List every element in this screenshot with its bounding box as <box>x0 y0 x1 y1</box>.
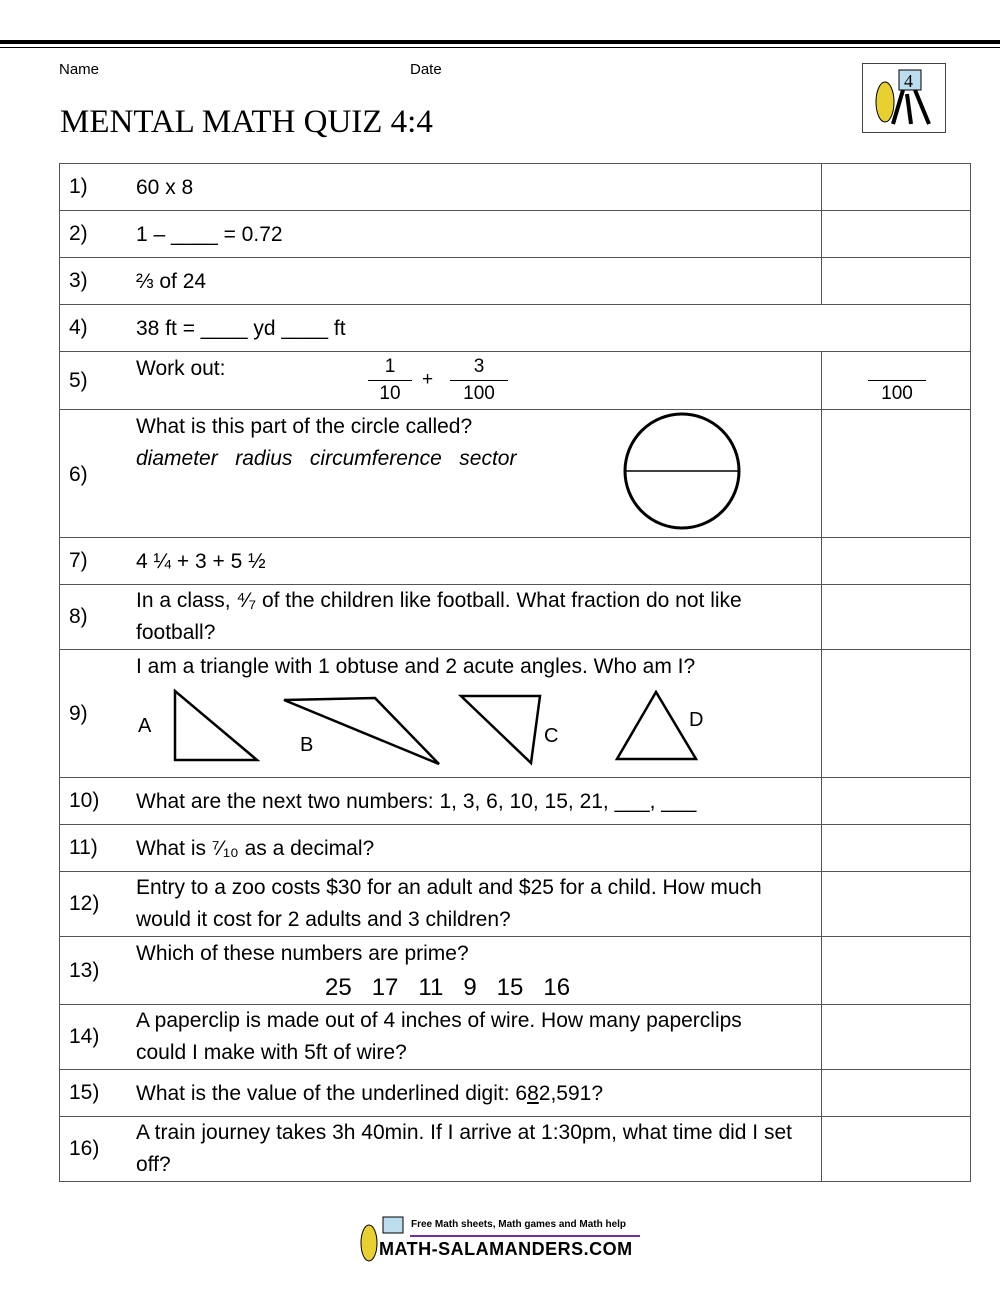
answer-box[interactable] <box>821 937 822 1004</box>
question-text: What is this part of the circle called? <box>136 415 473 438</box>
footer-tagline: Free Math sheets, Math games and Math help <box>411 1219 627 1230</box>
question-text: What is ⁷⁄₁₀ as a decimal? <box>136 837 375 860</box>
question-text: 38 ft = ____ yd ____ ft <box>136 317 346 340</box>
answer-box[interactable] <box>821 825 822 871</box>
label-d: D <box>689 709 704 731</box>
question-row-10 <box>59 777 971 825</box>
question-row-6 <box>59 409 971 538</box>
date-label: Date <box>410 61 442 78</box>
logo-grade: 4 <box>904 71 913 91</box>
footer-site: MATH-SALAMANDERS.COM <box>379 1239 633 1259</box>
question-row-15 <box>59 1069 971 1117</box>
footer-logo <box>355 1215 645 1265</box>
triangle-c <box>461 696 540 763</box>
question-number: 2) <box>69 222 88 245</box>
question-row-5 <box>59 351 971 410</box>
question-row-7 <box>59 537 971 585</box>
answer-options: diameter radius circumference sector <box>136 447 517 470</box>
fraction-2 <box>450 354 508 407</box>
question-text: Entry to a zoo costs $30 for an adult and $25 for a child. How much would it cost for 2 adults and 3 children? <box>136 876 762 931</box>
name-label: Name <box>59 61 100 78</box>
answer-box[interactable] <box>821 778 822 824</box>
question-row-3 <box>59 257 971 305</box>
answer-box[interactable] <box>821 650 822 777</box>
question-text: A train journey takes 3h 40min. If I arrive at 1:30pm, what time did I set off? <box>136 1121 792 1176</box>
question-number: 4) <box>69 316 88 339</box>
question-text: ⅔ of 24 <box>136 270 207 293</box>
question-row-12 <box>59 871 971 937</box>
question-number: 9) <box>69 702 88 725</box>
question-text: 60 x 8 <box>136 176 194 199</box>
answer-box[interactable] <box>821 164 822 210</box>
answer-box[interactable] <box>821 872 822 936</box>
label-a: A <box>138 715 152 737</box>
page-title: MENTAL MATH QUIZ 4:4 <box>60 104 433 140</box>
question-number: 12) <box>69 892 100 915</box>
question-text: I am a triangle with 1 obtuse and 2 acute angles. Who am I? <box>136 655 696 678</box>
question-number: 5) <box>69 369 88 392</box>
answer-box[interactable] <box>821 538 822 584</box>
question-row-11 <box>59 824 971 872</box>
triangle-d <box>617 692 696 759</box>
label-c: C <box>544 725 559 747</box>
answer-denominator: 100 <box>881 383 913 404</box>
question-row-9 <box>59 649 971 778</box>
answer-box[interactable] <box>821 1117 822 1181</box>
answer-box[interactable] <box>821 410 822 537</box>
denominator: 100 <box>463 383 495 404</box>
question-number: 7) <box>69 549 88 572</box>
fraction-1 <box>368 354 412 407</box>
question-text: 4 ¼ + 3 + 5 ½ <box>136 550 266 573</box>
question-number: 10) <box>69 789 100 812</box>
prime-candidates: 25 17 11 9 15 16 <box>325 974 571 1001</box>
question-row-8 <box>59 584 971 650</box>
question-number: 11) <box>69 836 98 859</box>
question-row-1 <box>59 163 971 211</box>
answer-box[interactable] <box>821 1070 822 1116</box>
question-text: 1 – ____ = 0.72 <box>136 223 283 246</box>
answer-box[interactable] <box>821 1005 822 1069</box>
answer-box[interactable] <box>821 585 822 649</box>
answer-box[interactable] <box>821 352 913 409</box>
question-row-13 <box>59 936 971 1005</box>
question-number: 8) <box>69 605 88 628</box>
question-text: What are the next two numbers: 1, 3, 6, 10, 15, 21, ___, ___ <box>136 790 697 813</box>
triangles-diagram <box>130 685 730 770</box>
question-row-14 <box>59 1004 971 1070</box>
label-b: B <box>300 734 314 756</box>
numerator: 3 <box>450 354 508 381</box>
answer-box[interactable] <box>821 211 822 257</box>
question-number: 13) <box>69 959 100 982</box>
question-text: Work out: <box>136 357 226 380</box>
top-rule <box>0 40 1000 44</box>
question-row-16 <box>59 1116 971 1182</box>
question-row-4 <box>59 304 971 352</box>
salamander-logo <box>862 63 946 133</box>
question-number: 14) <box>69 1025 100 1048</box>
question-text: What is the value of the underlined digit: 682,591? <box>136 1082 603 1105</box>
question-text: Which of these numbers are prime? <box>136 942 469 965</box>
numerator: 1 <box>368 354 412 381</box>
question-number: 3) <box>69 269 88 292</box>
question-text: In a class, ⁴⁄₇ of the children like football. What fraction do not like football? <box>136 589 742 644</box>
question-number: 1) <box>69 175 88 198</box>
triangle-a <box>175 691 257 760</box>
question-number: 15) <box>69 1081 100 1104</box>
question-text: A paperclip is made out of 4 inches of wire. How many paperclips could I make with 5ft of wire? <box>136 1009 742 1064</box>
underlined-digit: 8 <box>527 1082 539 1105</box>
top-rule-thin <box>0 47 1000 48</box>
question-number: 6) <box>69 463 88 486</box>
circle-diagram <box>622 412 742 532</box>
denominator: 10 <box>379 383 401 404</box>
plus-sign: + <box>422 369 434 390</box>
question-number: 16) <box>69 1137 100 1160</box>
answer-box[interactable] <box>821 258 822 304</box>
question-row-2 <box>59 210 971 258</box>
